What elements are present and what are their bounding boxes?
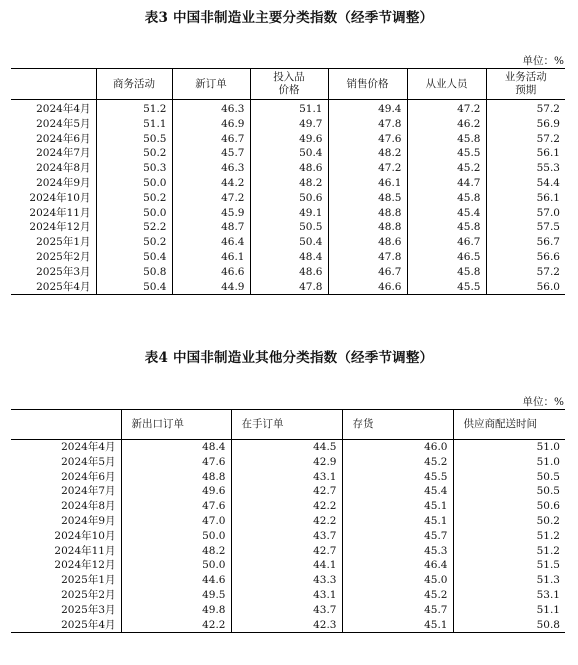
table4-row-label: 2025年1月 bbox=[61, 574, 116, 587]
table3-cell: 50.0 bbox=[96, 206, 172, 221]
table4-cell: 42.3 bbox=[231, 618, 342, 633]
table3-cell: 45.8 bbox=[407, 191, 486, 206]
table4-cell: 42.2 bbox=[121, 618, 231, 633]
table3 bbox=[11, 68, 565, 295]
table3-row-label: 2024年5月 bbox=[36, 117, 91, 130]
table4-row-label: 2024年12月 bbox=[54, 559, 116, 572]
table3-cell: 44.2 bbox=[172, 176, 250, 191]
table3-cell: 48.5 bbox=[328, 191, 407, 206]
table3-cell: 45.5 bbox=[407, 146, 486, 161]
table4-cell: 51.0 bbox=[453, 455, 565, 470]
table3-row bbox=[11, 117, 565, 132]
table4-row-label: 2024年7月 bbox=[61, 485, 116, 498]
table3-row bbox=[11, 161, 565, 176]
table4-row-label: 2025年3月 bbox=[61, 603, 116, 616]
table3-cell: 44.7 bbox=[407, 176, 486, 191]
table3-cell: 50.8 bbox=[96, 265, 172, 280]
table3-cell: 57.0 bbox=[486, 206, 565, 221]
table3-cell: 48.8 bbox=[328, 220, 407, 235]
table3-row bbox=[11, 100, 565, 117]
table3-cell: 47.2 bbox=[328, 161, 407, 176]
table3-row-label: 2025年2月 bbox=[36, 250, 91, 263]
table3-cell: 48.2 bbox=[250, 176, 328, 191]
table3-row-label: 2024年7月 bbox=[36, 147, 91, 160]
table4-row bbox=[11, 514, 565, 529]
table4-cell: 50.5 bbox=[453, 470, 565, 485]
table3-cell: 46.1 bbox=[172, 250, 250, 265]
table4-cell: 48.4 bbox=[121, 440, 231, 455]
table3-header-blank bbox=[11, 69, 96, 100]
table4-cell: 42.7 bbox=[231, 484, 342, 499]
table3-row bbox=[11, 220, 565, 235]
table3-row bbox=[11, 132, 565, 147]
table3-cell: 46.9 bbox=[172, 117, 250, 132]
table3-cell: 50.5 bbox=[250, 220, 328, 235]
table3-cell: 46.6 bbox=[328, 280, 407, 295]
table4-cell: 46.0 bbox=[342, 440, 453, 455]
table3-cell: 46.6 bbox=[172, 265, 250, 280]
table3-cell: 50.5 bbox=[96, 132, 172, 147]
table4-cell: 45.2 bbox=[342, 455, 453, 470]
table4-cell: 50.0 bbox=[121, 529, 231, 544]
table4-cell: 47.6 bbox=[121, 455, 231, 470]
table4-cell: 45.3 bbox=[342, 544, 453, 559]
table4-cell: 44.1 bbox=[231, 558, 342, 573]
table4-cell: 47.6 bbox=[121, 499, 231, 514]
table3-cell: 56.6 bbox=[486, 250, 565, 265]
table3-cell: 49.6 bbox=[250, 132, 328, 147]
table3-cell: 50.4 bbox=[96, 280, 172, 295]
table3-cell: 57.2 bbox=[486, 100, 565, 117]
table3-cell: 49.4 bbox=[328, 100, 407, 117]
table4-cell: 49.8 bbox=[121, 603, 231, 618]
table4-cell: 45.1 bbox=[342, 499, 453, 514]
table4-cell: 51.3 bbox=[453, 573, 565, 588]
table3-header-expectations: 业务活动 预期 bbox=[486, 69, 565, 100]
table4-cell: 48.2 bbox=[121, 544, 231, 559]
table3-cell: 49.7 bbox=[250, 117, 328, 132]
table3-header-new-orders: 新订单 bbox=[172, 69, 250, 100]
table3-unit: 单位：% bbox=[522, 55, 564, 67]
table4-row bbox=[11, 440, 565, 455]
table3-cell: 55.3 bbox=[486, 161, 565, 176]
table4-cell: 50.2 bbox=[453, 514, 565, 529]
table4-cell: 45.7 bbox=[342, 603, 453, 618]
table4-cell: 45.2 bbox=[342, 588, 453, 603]
table4-header-new-export-orders: 新出口订单 bbox=[121, 410, 231, 440]
table4-header-row bbox=[11, 410, 565, 440]
table4-cell: 42.2 bbox=[231, 514, 342, 529]
table3-cell: 45.8 bbox=[407, 265, 486, 280]
table4-cell: 43.1 bbox=[231, 470, 342, 485]
table4-cell: 53.1 bbox=[453, 588, 565, 603]
table3-cell: 46.7 bbox=[407, 235, 486, 250]
table3-cell: 50.4 bbox=[250, 146, 328, 161]
table4-row-label: 2024年8月 bbox=[61, 500, 116, 513]
table4-cell: 48.8 bbox=[121, 470, 231, 485]
table3-cell: 45.8 bbox=[407, 220, 486, 235]
table4-row-label: 2024年5月 bbox=[61, 455, 116, 468]
table4-cell: 50.8 bbox=[453, 618, 565, 633]
table3-cell: 50.0 bbox=[96, 176, 172, 191]
table3-cell: 48.2 bbox=[328, 146, 407, 161]
table4-cell: 45.4 bbox=[342, 484, 453, 499]
table3-cell: 56.0 bbox=[486, 280, 565, 295]
table4-row bbox=[11, 603, 565, 618]
table4-row-label: 2025年4月 bbox=[61, 618, 116, 631]
table3-cell: 51.2 bbox=[96, 100, 172, 117]
table3-cell: 56.9 bbox=[486, 117, 565, 132]
table4-cell: 50.6 bbox=[453, 499, 565, 514]
table3-row-label: 2025年4月 bbox=[36, 280, 91, 293]
table3-cell: 47.6 bbox=[328, 132, 407, 147]
table3-cell: 50.6 bbox=[250, 191, 328, 206]
table3-cell: 50.2 bbox=[96, 146, 172, 161]
table3-cell: 48.6 bbox=[250, 265, 328, 280]
table3-row bbox=[11, 250, 565, 265]
table3-cell: 50.4 bbox=[250, 235, 328, 250]
table4-cell: 43.7 bbox=[231, 603, 342, 618]
table4-row-label: 2024年11月 bbox=[54, 544, 116, 557]
table3-cell: 56.1 bbox=[486, 191, 565, 206]
table3-cell: 46.1 bbox=[328, 176, 407, 191]
table3-cell: 50.2 bbox=[96, 235, 172, 250]
table3-cell: 45.5 bbox=[407, 280, 486, 295]
table4-cell: 45.1 bbox=[342, 618, 453, 633]
table3-cell: 50.2 bbox=[96, 191, 172, 206]
table3-cell: 49.1 bbox=[250, 206, 328, 221]
table3-row-label: 2025年1月 bbox=[36, 236, 91, 249]
table3-row-label: 2024年9月 bbox=[36, 176, 91, 189]
table3-row bbox=[11, 191, 565, 206]
table4-cell: 45.0 bbox=[342, 573, 453, 588]
table3-row bbox=[11, 146, 565, 161]
table3-cell: 46.2 bbox=[407, 117, 486, 132]
table4-header-inventory: 存货 bbox=[342, 410, 453, 440]
table4-cell: 42.9 bbox=[231, 455, 342, 470]
table3-cell: 50.3 bbox=[96, 161, 172, 176]
table3-cell: 47.2 bbox=[172, 191, 250, 206]
table4 bbox=[11, 409, 565, 633]
table4-row bbox=[11, 529, 565, 544]
table3-cell: 56.1 bbox=[486, 146, 565, 161]
table4-cell: 45.1 bbox=[342, 514, 453, 529]
table4-cell: 42.2 bbox=[231, 499, 342, 514]
table3-row-label: 2025年3月 bbox=[36, 265, 91, 278]
table4-header-supplier-delivery: 供应商配送时间 bbox=[453, 410, 565, 440]
table3-cell: 50.4 bbox=[96, 250, 172, 265]
table4-header-backlog-orders: 在手订单 bbox=[231, 410, 342, 440]
table4-cell: 44.6 bbox=[121, 573, 231, 588]
table4-row bbox=[11, 470, 565, 485]
table3-cell: 48.6 bbox=[250, 161, 328, 176]
table4-row-label: 2024年6月 bbox=[61, 470, 116, 483]
table3-cell: 47.2 bbox=[407, 100, 486, 117]
table4-row-label: 2025年2月 bbox=[61, 588, 116, 601]
table3-cell: 46.7 bbox=[328, 265, 407, 280]
table3-cell: 51.1 bbox=[250, 100, 328, 117]
table4-cell: 51.2 bbox=[453, 544, 565, 559]
table4-cell: 50.0 bbox=[121, 558, 231, 573]
table4-row bbox=[11, 544, 565, 559]
table3-cell: 46.5 bbox=[407, 250, 486, 265]
table3-cell: 48.7 bbox=[172, 220, 250, 235]
table4-row-label: 2024年10月 bbox=[54, 529, 116, 542]
table3-cell: 46.3 bbox=[172, 100, 250, 117]
table3-cell: 54.4 bbox=[486, 176, 565, 191]
table4-row-label: 2024年9月 bbox=[61, 514, 116, 527]
table3-cell: 46.3 bbox=[172, 161, 250, 176]
table3-row bbox=[11, 280, 565, 295]
table4-cell: 43.3 bbox=[231, 573, 342, 588]
table3-row-label: 2024年4月 bbox=[36, 103, 91, 115]
table4-cell: 49.5 bbox=[121, 588, 231, 603]
table3-cell: 57.2 bbox=[486, 265, 565, 280]
table3-cell: 45.7 bbox=[172, 146, 250, 161]
table3-cell: 52.2 bbox=[96, 220, 172, 235]
table4-header-blank bbox=[11, 410, 121, 440]
table3-header-row bbox=[11, 69, 565, 100]
table3-header-input-prices: 投入品 价格 bbox=[250, 69, 328, 100]
table3-cell: 44.9 bbox=[172, 280, 250, 295]
table4-cell: 43.1 bbox=[231, 588, 342, 603]
table4-cell: 49.6 bbox=[121, 484, 231, 499]
table3-row-label: 2024年8月 bbox=[36, 162, 91, 175]
table4-cell: 50.5 bbox=[453, 484, 565, 499]
table4-row-label: 2024年4月 bbox=[61, 441, 116, 453]
table4-cell: 44.5 bbox=[231, 440, 342, 455]
table3-cell: 51.1 bbox=[96, 117, 172, 132]
table3-row-label: 2024年10月 bbox=[29, 191, 91, 204]
table4-cell: 42.7 bbox=[231, 544, 342, 559]
table3-cell: 45.8 bbox=[407, 132, 486, 147]
table3-cell: 48.4 bbox=[250, 250, 328, 265]
table4-cell: 51.2 bbox=[453, 529, 565, 544]
table3-header-business-activity: 商务活动 bbox=[96, 69, 172, 100]
table3-cell: 48.6 bbox=[328, 235, 407, 250]
table3-header-sales-prices: 销售价格 bbox=[328, 69, 407, 100]
table3-cell: 45.2 bbox=[407, 161, 486, 176]
table4-cell: 51.0 bbox=[453, 440, 565, 455]
table3-row bbox=[11, 235, 565, 250]
table4-cell: 47.0 bbox=[121, 514, 231, 529]
table3-row-label: 2024年11月 bbox=[29, 206, 91, 219]
table3-cell: 45.9 bbox=[172, 206, 250, 221]
table4-title: 表4 中国非制造业其他分类指数（经季节调整） bbox=[144, 350, 434, 366]
table3-cell: 57.5 bbox=[486, 220, 565, 235]
table3-cell: 47.8 bbox=[328, 250, 407, 265]
table3-row bbox=[11, 176, 565, 191]
table3-cell: 48.8 bbox=[328, 206, 407, 221]
table3-cell: 47.8 bbox=[328, 117, 407, 132]
table4-cell: 46.4 bbox=[342, 558, 453, 573]
table3-cell: 45.4 bbox=[407, 206, 486, 221]
table3-title: 表3 中国非制造业主要分类指数（经季节调整） bbox=[144, 10, 434, 26]
table3-cell: 46.4 bbox=[172, 235, 250, 250]
table4-row bbox=[11, 558, 565, 573]
table4-row bbox=[11, 499, 565, 514]
table3-row bbox=[11, 265, 565, 280]
table4-row bbox=[11, 618, 565, 633]
table4-row bbox=[11, 484, 565, 499]
table4-unit: 单位：% bbox=[522, 396, 564, 408]
table4-row bbox=[11, 588, 565, 603]
table3-header-employees: 从业人员 bbox=[407, 69, 486, 100]
table3-cell: 57.2 bbox=[486, 132, 565, 147]
table3-cell: 56.7 bbox=[486, 235, 565, 250]
table3-row-label: 2024年6月 bbox=[36, 132, 91, 145]
table4-cell: 51.5 bbox=[453, 558, 565, 573]
table4-row bbox=[11, 455, 565, 470]
table4-cell: 51.1 bbox=[453, 603, 565, 618]
table4-row bbox=[11, 573, 565, 588]
table3-cell: 46.7 bbox=[172, 132, 250, 147]
table4-cell: 45.5 bbox=[342, 470, 453, 485]
table4-cell: 43.7 bbox=[231, 529, 342, 544]
table3-row-label: 2024年12月 bbox=[29, 221, 91, 234]
table4-cell: 45.7 bbox=[342, 529, 453, 544]
table3-row bbox=[11, 206, 565, 221]
table3-cell: 47.8 bbox=[250, 280, 328, 295]
